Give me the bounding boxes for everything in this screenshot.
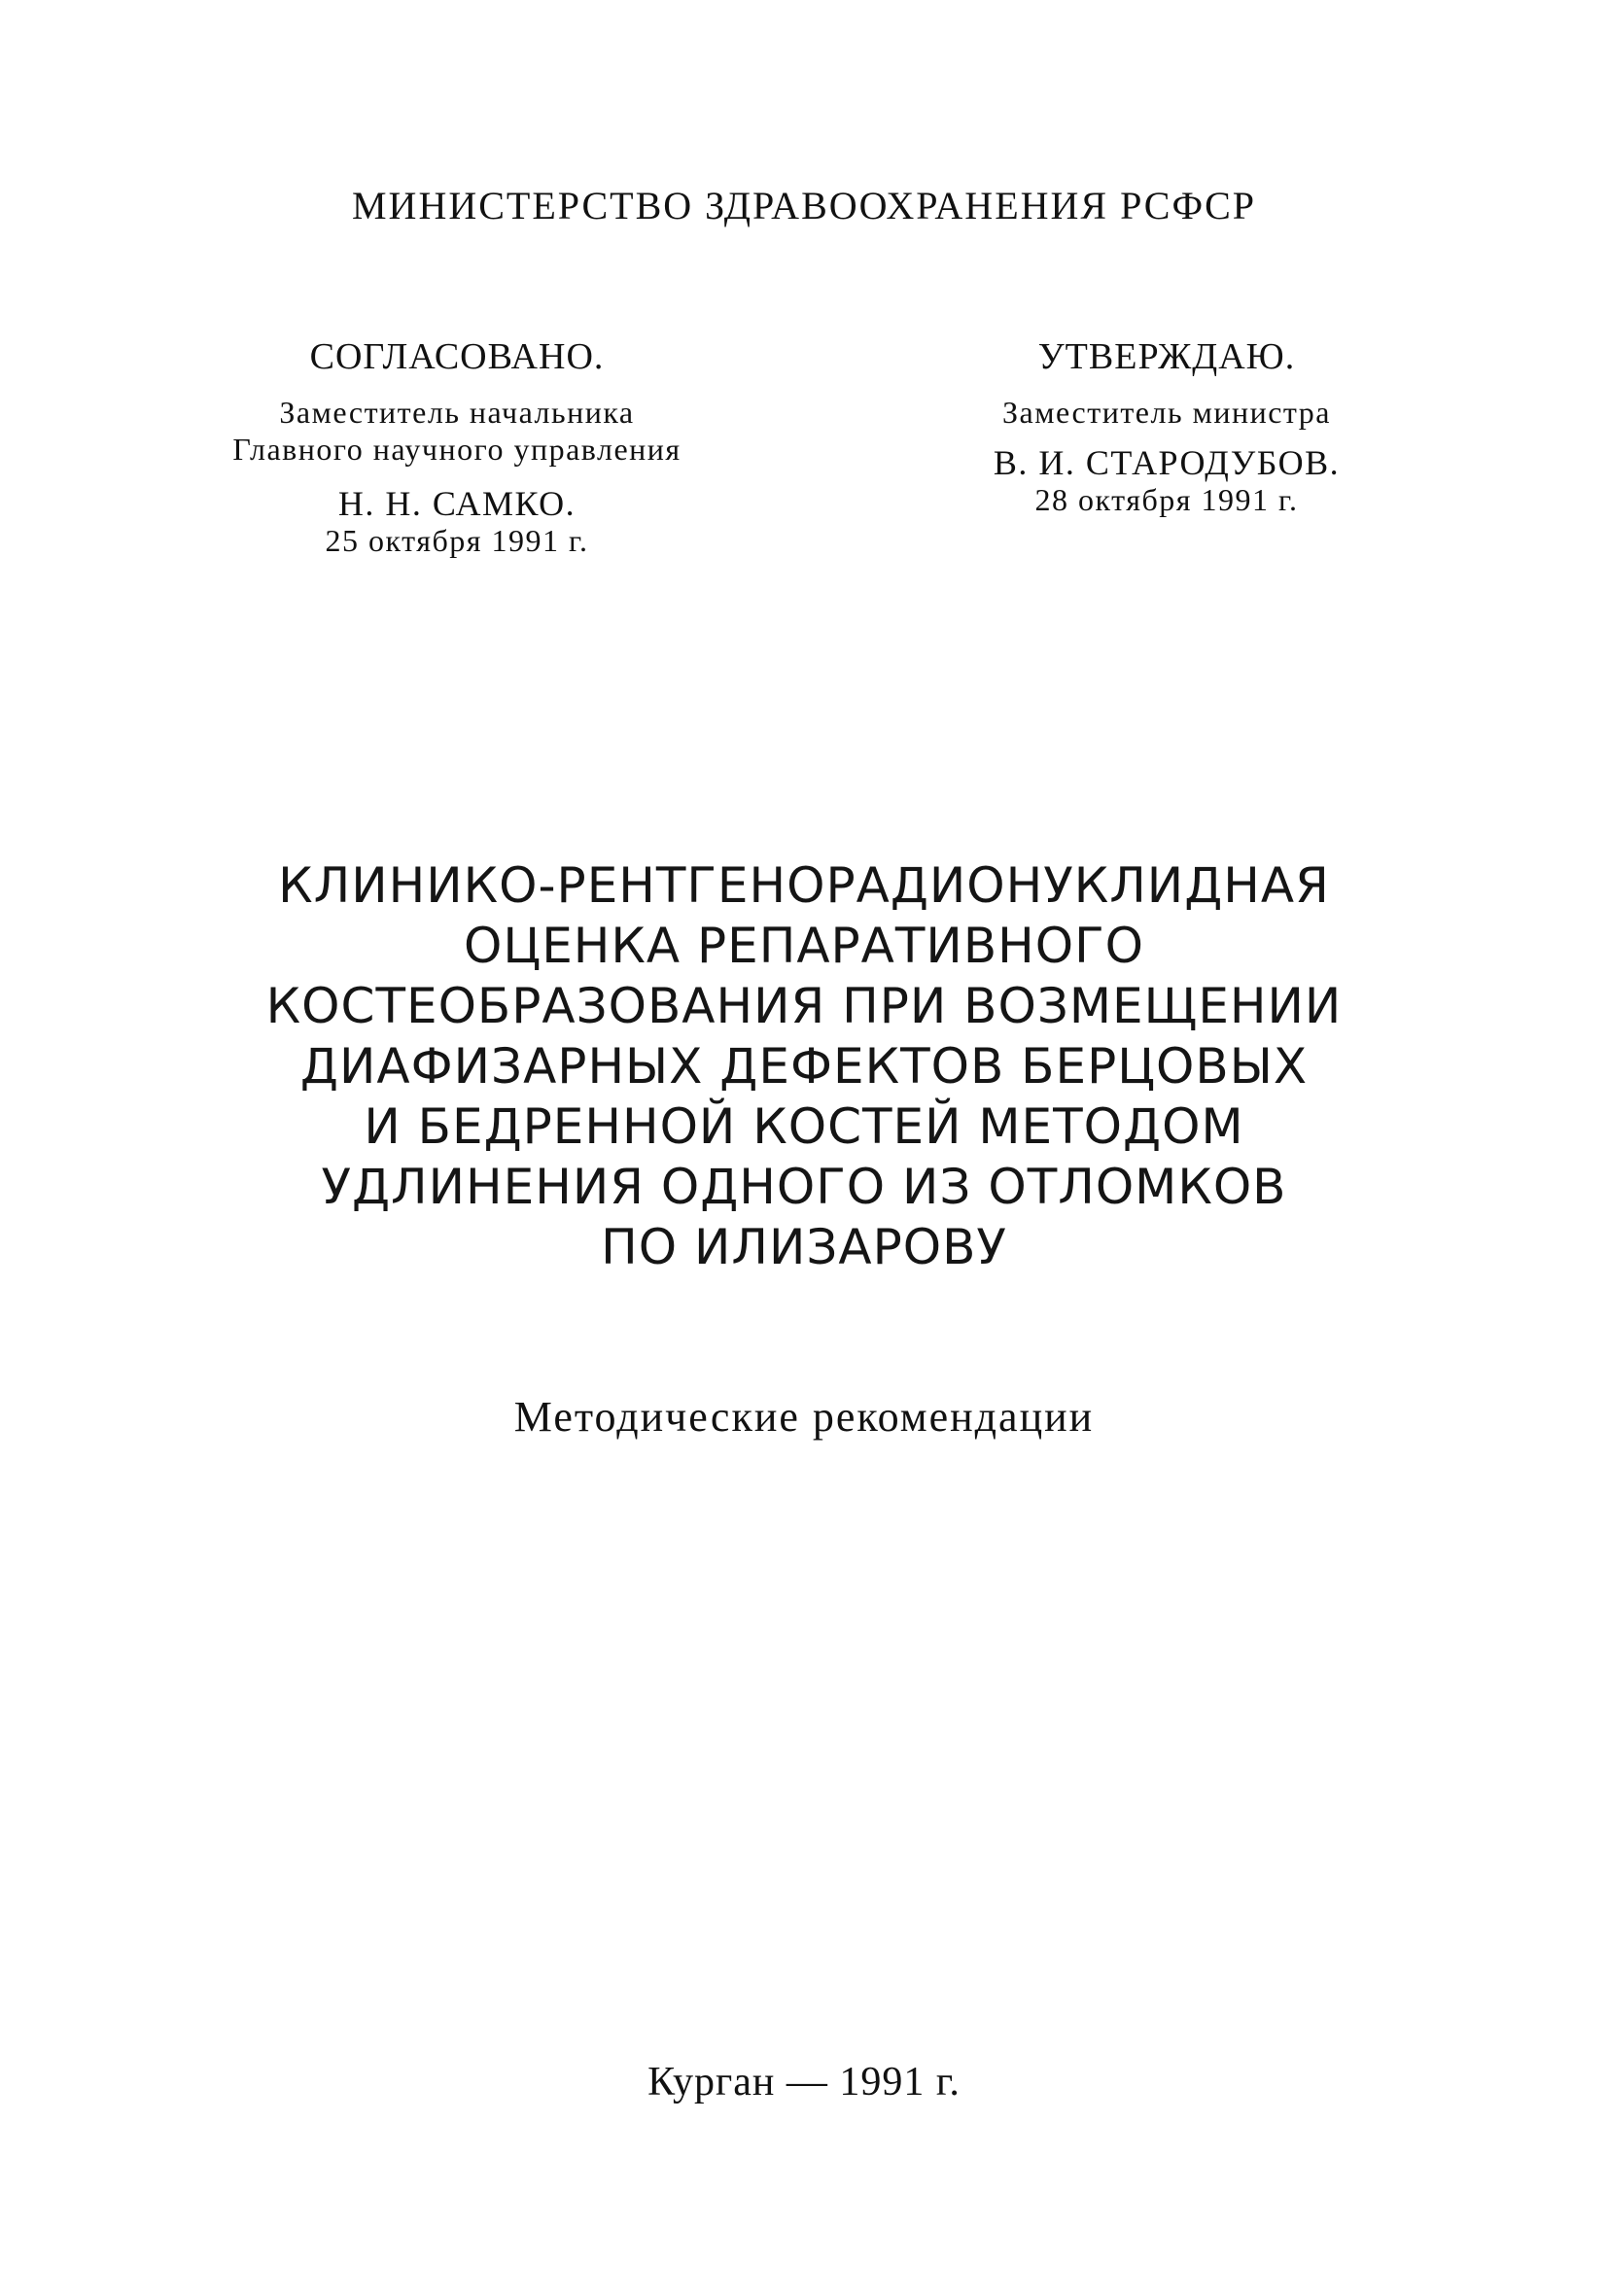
title-line: КОСТЕОБРАЗОВАНИЯ ПРИ ВОЗМЕЩЕНИИ (265, 978, 1343, 1034)
document-subtitle: Методические рекомендации (513, 1393, 1095, 1441)
title-line: ПО ИЛИЗАРОВУ (601, 1219, 1007, 1275)
title-line: ОЦЕНКА РЕПАРАТИВНОГО (464, 918, 1144, 974)
title-line: УДЛИНЕНИЯ ОДНОГО ИЗ ОТЛОМКОВ (321, 1159, 1287, 1215)
document-title (0, 855, 1608, 1277)
agreed-block (146, 338, 768, 562)
agreed-stamp: СОГЛАСОВАНО. (309, 336, 605, 377)
approved-position-line: Заместитель министра (1002, 395, 1331, 430)
agreed-signatory-name: Н. Н. САМКО. (337, 484, 577, 523)
title-line: КЛИНИКО-РЕНТГЕНОРАДИОНУКЛИДНАЯ (278, 857, 1330, 914)
title-line: И БЕДРЕННОЙ КОСТЕЙ МЕТОДОМ (364, 1098, 1244, 1155)
approved-block (933, 338, 1400, 521)
approved-signatory-name: В. И. СТАРОДУБОВ. (993, 443, 1341, 482)
agreed-date: 25 октября 1991 г. (325, 523, 589, 558)
agreed-position-line: Главного научного управления (232, 432, 682, 467)
place-and-year: Курган — 1991 г. (647, 2060, 961, 2105)
approved-date: 28 октября 1991 г. (1034, 482, 1299, 517)
approved-stamp: УТВЕРЖДАЮ. (1037, 336, 1296, 377)
ministry-header: МИНИСТЕРСТВО ЗДРАВООХРАНЕНИЯ РСФСР (351, 184, 1257, 227)
title-line: ДИАФИЗАРНЫХ ДЕФЕКТОВ БЕРЦОВЫХ (299, 1038, 1309, 1095)
agreed-position-line: Заместитель начальника (279, 395, 635, 430)
